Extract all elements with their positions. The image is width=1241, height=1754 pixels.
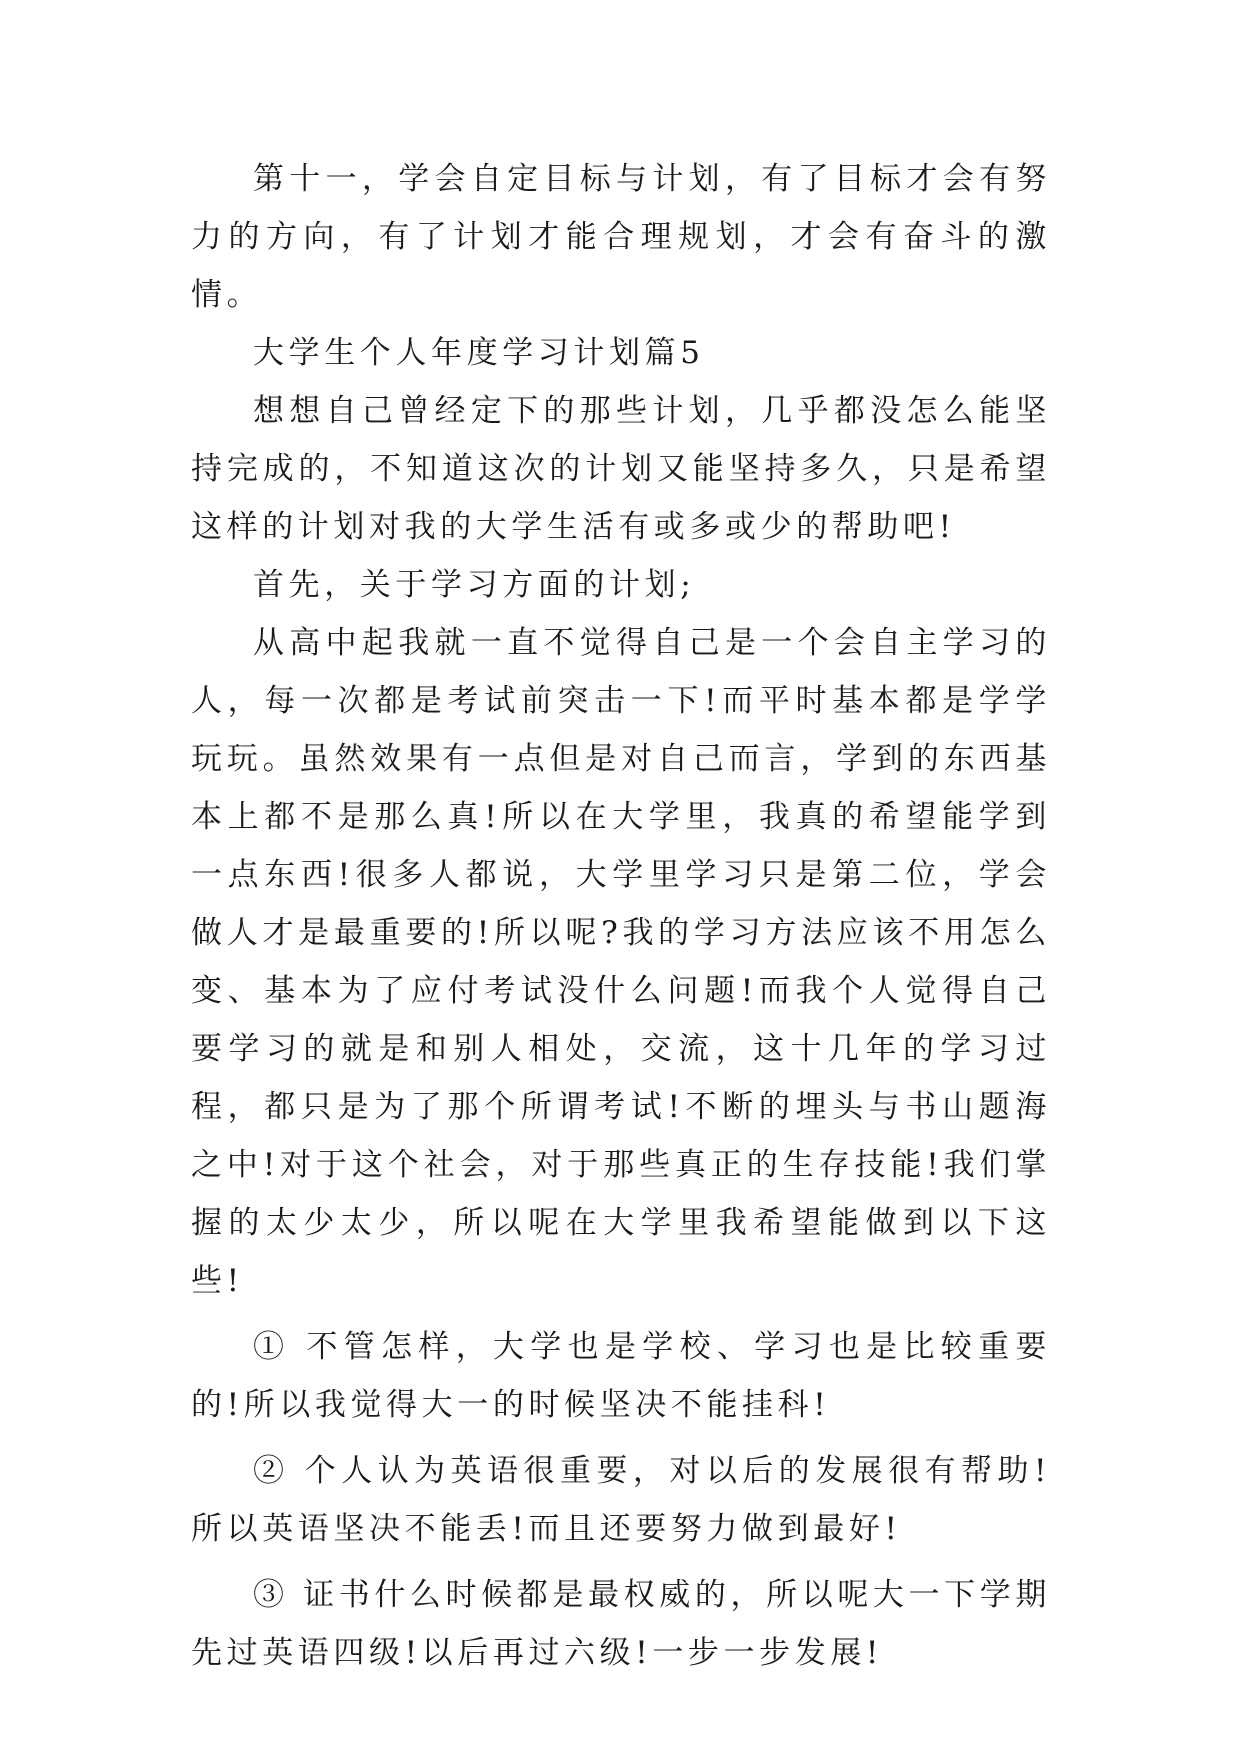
list-item-certificates: ③ 证书什么时候都是最权威的，所以呢大一下学期先过英语四级!以后再过六级!一步一步发展! [191, 1577, 1051, 1671]
paragraph-goal-plan: 第十一，学会自定目标与计划，有了目标才会有努力的方向，有了计划才能合理规划，才会有奋斗的激情。 [191, 161, 1051, 313]
list-item-english: ② 个人认为英语很重要，对以后的发展很有帮助!所以英语坚决不能丢!而且还要努力做到最好! [191, 1453, 1051, 1547]
paragraph-study-reflection: 从高中起我就一直不觉得自己是一个会自主学习的人，每一次都是考试前突击一下!而平时基本都是学学玩玩。虽然效果有一点但是对自己而言，学到的东西基本上都不是那么真!所以在大学里，我真的希望能学到一点东西!很多人都说，大学里学习只是第二位，学会做人才是最重要的!所以呢?我的学习方法应该不用怎么变、基本为了应付考试没什么问题!而我个人觉得自己要学习的就是和别人相处，交流，这十几年的学习过程，都只是为了那个所谓考试!不断的埋头与书山题海之中!对于这个社会，对于那些真正的生存技能!我们掌握的太少太少，所以呢在大学里我希望能做到以下这些! [191, 625, 1051, 1299]
document-body [191, 150, 1051, 1682]
paragraph-intro: 想想自己曾经定下的那些计划，几乎都没怎么能坚持完成的，不知道这次的计划又能坚持多久，只是希望这样的计划对我的大学生活有或多或少的帮助吧! [191, 393, 1051, 545]
paragraph-study-plan-lead: 首先，关于学习方面的计划; [253, 567, 696, 603]
list-item-no-fail: ① 不管怎样，大学也是学校、学习也是比较重要的!所以我觉得大一的时候坚决不能挂科! [191, 1329, 1051, 1423]
section-heading: 大学生个人年度学习计划篇5 [253, 335, 705, 371]
